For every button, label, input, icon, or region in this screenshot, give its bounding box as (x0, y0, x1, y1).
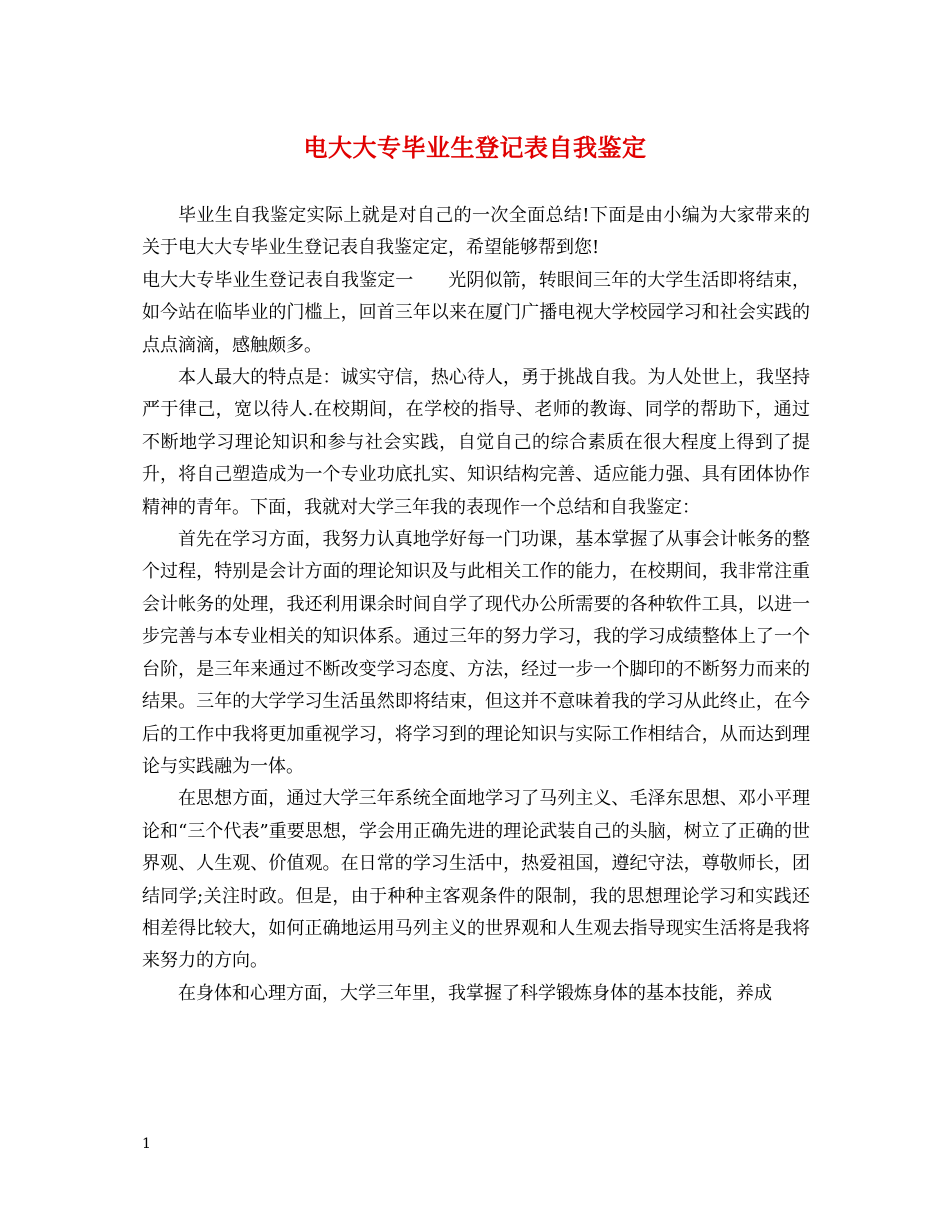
body-paragraph: 在思想方面，通过大学三年系统全面地学习了马列主义、毛泽东思想、邓小平理论和“三个代表”重要思想，学会用正确先进的理论武装自己的头脑，树立了正确的世界观、人生观、价值观。在日常的学习生活中，热爱祖国，遵纪守法，尊敬师长，团结同学;关注时政。但是，由于种种主客观条件的限制，我的思想理论学习和实践还相差得比较大，如何正确地运用马列主义的世界观和人生观去指导现实生活将是我将来努力的方向。 (142, 788, 810, 972)
body-paragraph: 在身体和心理方面，大学三年里，我掌握了科学锻炼身体的基本技能，养成 (178, 982, 772, 1004)
section-heading: 电大大专毕业生登记表自我鉴定一 (142, 269, 414, 291)
intro-paragraph: 毕业生自我鉴定实际上就是对自己的一次全面总结!下面是由小编为大家带来的关于电大大专毕业生登记表自我鉴定定，希望能够帮到您! (142, 205, 810, 259)
body-paragraph: 本人最大的特点是：诚实守信，热心待人，勇于挑战自我。为人处世上，我坚持严于律己，宽以待人.在校期间，在学校的指导、老师的教诲、同学的帮助下，通过不断地学习理论知识和参与社会实践，自觉自己的综合素质在很大程度上得到了提升，将自己塑造成为一个专业功底扎实、知识结构完善、适应能力强、具有团体协作精神的青年。下面，我就对大学三年我的表现作一个总结和自我鉴定： (142, 367, 810, 518)
document-body (142, 200, 810, 1010)
page-number: 1 (142, 1136, 151, 1152)
body-paragraph: 首先在学习方面，我努力认真地学好每一门功课，基本掌握了从事会计帐务的整个过程，特别是会计方面的理论知识及与此相关工作的能力，在校期间，我非常注重会计帐务的处理，我还利用课余时间自学了现代办公所需要的各种软件工具，以进一步完善与本专业相关的知识体系。通过三年的努力学习，我的学习成绩整体上了一个台阶，是三年来通过不断改变学习态度、方法，经过一步一个脚印的不断努力而来的结果。三年的大学学习生活虽然即将结束，但这并不意味着我的学习从此终止，在今后的工作中我将更加重视学习，将学习到的理论知识与实际工作相结合，从而达到理论与实践融为一体。 (142, 529, 810, 777)
section-first-text: 光阴似箭，转眼间三年的大学生活即将结束，如今站在临毕业的门槛上，回首三年以来在厦门广播电视大学校园学习和社会实践的点点滴滴，感触颇多。 (142, 269, 811, 356)
document-title: 电大大专毕业生登记表自我鉴定 (303, 133, 647, 162)
section-first-paragraph (142, 265, 810, 362)
